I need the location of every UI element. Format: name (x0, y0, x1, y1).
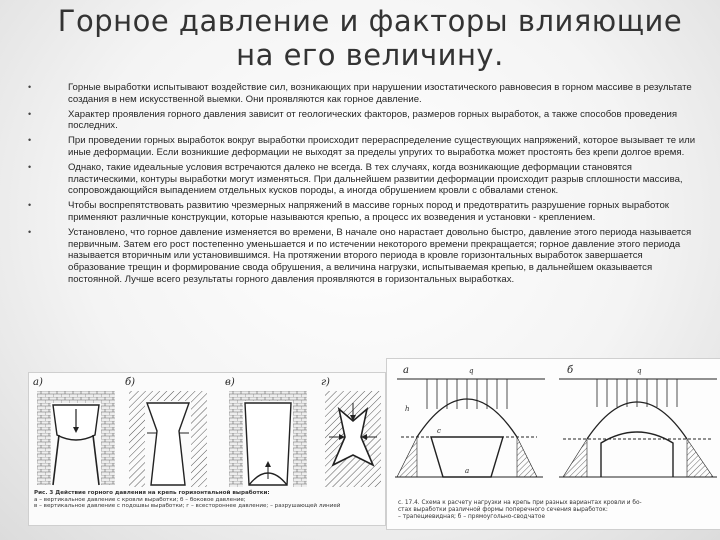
bullet-text: Установлено, что горное давление изменяется во времени, В начале оно нарастает довольно быстро, давление этого периода называется первичным. Затем его рост постепенно уменьшается и по истечении некоторого времени прекращается; горное давление этого периода называется вторичным или установившимся. На протяжении второго периода в кровле горизонтальных выработок завершается образование трещин и формирование свода обрушения, а величина нагрузки, испытываемая крепью, в дальнейшем оказывается постоянной. Лучше всего результаты горного давления проявляются в горизонтальных выработках. (68, 226, 692, 285)
bullet-marker: • (28, 82, 32, 92)
bullet-text: При проведении горных выработок вокруг выработки происходит перераспределение существующих напряжений, которое вызывает те или иные деформации. Если возникшие деформации не выходят за пределы упругих то выработка может простоять без крепи долгое время. (68, 135, 696, 158)
bullet-marker: • (28, 161, 32, 172)
caption-title: Рис. 3 Действие горного давления на крепь горизонтальной выработки: (34, 490, 270, 496)
height-symbol-h: h (405, 405, 410, 413)
bullet-list (28, 82, 698, 289)
bullet-marker: • (28, 200, 32, 211)
bullet-marker: • (28, 135, 32, 146)
bullet-text: Горные выработки испытывают воздействие сил, возникающих при нарушении изостатического равновесия в горном массиве в результате создания в нем искусственной выемки. Они проявляются как горное давление. (68, 82, 692, 105)
figure-right-caption (398, 500, 718, 520)
caption-line: в – вертикальное давление с подошвы выработки; г – всестороннее давление; – разрушающей линией (34, 503, 341, 510)
left-wall-rock (37, 403, 51, 485)
bullet-text: Характер проявления горного давления зависит от геологических факторов, размеров горных выработок, а также способов проведения последних. (68, 108, 678, 132)
load-scheme-diagram (387, 359, 720, 499)
page-title: Горное давление и факторы влияющие на его величину. (57, 4, 683, 72)
bullet-text: Чтобы воспрепятствовать развитию чрезмерных напряжений в массиве горных пород и предотвратить разрушение горных выработок применяют различные конструкции, которые называются крепью, а процесс их возведения и установки - креплением. (68, 200, 669, 223)
list-item (28, 200, 698, 224)
bullet-marker: • (28, 108, 32, 119)
scheme-label-a: а (403, 365, 409, 376)
arched-section (601, 432, 673, 477)
load-symbol-q2: q (637, 367, 642, 375)
list-item (28, 135, 698, 159)
caption-line: стах выработки различной формы поперечного сечения выработок: (398, 506, 608, 513)
laterally-bent-posts (147, 403, 189, 485)
figure-left-caption (34, 490, 379, 510)
bullet-text: Однако, такие идеальные условия встречаются далеко не всегда. В тех случаях, когда возникающие деформации становятся пластическими, контуры выработки могут изменяться. При дальнейшем развитии деформации происходит разрыв сплошности массива, сопровождающийся выпадением отдельных кусков породы, а иногда обрушением кровли с обвалами стенок. (68, 161, 683, 197)
bullet-marker: • (28, 226, 32, 237)
span-symbol-c: c (437, 427, 441, 435)
caption-line: с. 17.4. Схема к расчету нагрузки на крепь при разных вариантах кровли и бо- (398, 500, 642, 506)
list-item (28, 109, 698, 133)
roof-rock (37, 391, 115, 403)
figure-label-g: г) (321, 377, 330, 388)
figure-label-b: б) (125, 377, 136, 388)
list-item (28, 82, 698, 106)
scheme-label-b: б (567, 365, 574, 376)
right-wall-rock (101, 403, 115, 485)
list-item (28, 227, 698, 286)
caption-line: а – вертикальное давление с кровли выработки; б – боковое давление; (34, 496, 246, 503)
width-symbol-a: a (465, 467, 470, 475)
caption-line: – трапециевидная; б – прямоугольно-сводчатое (398, 513, 546, 520)
list-item (28, 162, 698, 197)
figure-label-a: а) (33, 377, 43, 388)
figure-label-v: в) (225, 377, 235, 388)
load-symbol-q: q (469, 367, 474, 375)
